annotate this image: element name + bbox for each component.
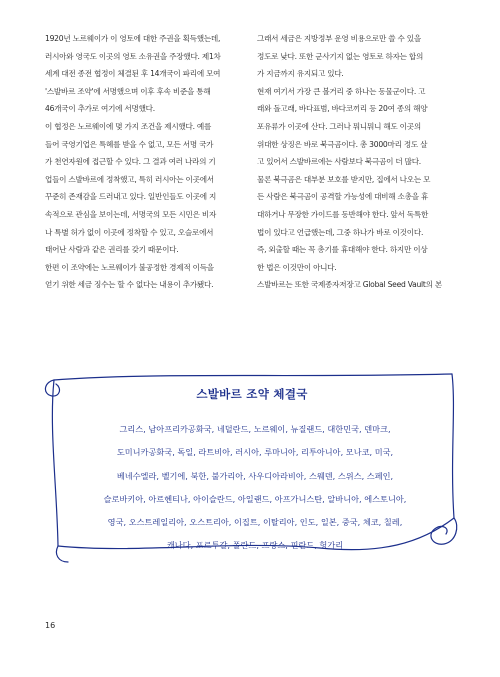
text-line: 가 지금까지 유지되고 있다. <box>257 69 344 79</box>
box-title: 스발바르 조약 체결국 <box>196 387 308 401</box>
text-line: 고 있어서 스발바르에는 사람보다 북극곰이 더 많다. <box>257 157 421 167</box>
text-line: 업들이 스발바르에 정착했고, 특히 러시아는 이곳에서 <box>45 174 214 184</box>
text-line: '스발바르 조약'에 서명했으며 이후 후속 비준을 통해 <box>45 86 211 96</box>
text-line: 나 특별 허가 없이 이곳에 정착할 수 있고, 오슬로에서 <box>45 227 214 237</box>
text-line: 래와 돌고래, 바다표범, 바다코끼리 등 20여 종의 해양 <box>257 104 428 114</box>
list-line: 캐나다, 포르투갈, 폴란드, 프랑스, 핀란드, 헝가리 <box>166 540 344 551</box>
text-line: 꾸준히 존재감을 드러내고 있다. 일반인들도 이곳에 지 <box>45 192 217 202</box>
text-line: 든 사람은 북극곰이 공격할 가능성에 대비해 소총을 휴 <box>257 192 429 202</box>
text-line: 즉, 외출할 때는 꼭 총기를 휴대해야 한다. 하지만 이상 <box>257 245 428 255</box>
list-line: 그리스, 남아프리카공화국, 네덜란드, 노르웨이, 뉴질랜드, 대한민국, 덴마크, <box>119 424 391 434</box>
text-line: 포유류가 이곳에 산다. 그러나 뭐니뭐니 해도 이곳의 <box>257 121 421 131</box>
text-line: 현재 여기서 가장 큰 볼거리 중 하나는 동물군이다. 고 <box>257 86 426 96</box>
text-line: 한 법은 이것만이 아니다. <box>257 262 337 272</box>
text-line: 위대한 상징은 바로 북극곰이다. 총 3000마리 정도 살 <box>257 139 428 149</box>
text-line: 대하거나 무장한 가이드를 동반해야 한다. 앞서 독특한 <box>257 209 429 219</box>
list-line: 도미니카공화국, 독일, 라트비아, 러시아, 루마니아, 리투아니아, 모나코, 미국, <box>116 447 394 458</box>
text-line: 가 천연자원에 접근할 수 있다. 그 결과 여러 나라의 기 <box>45 157 216 167</box>
text-line: 속적으로 관심을 보이는데, 서명국의 모든 시민은 비자 <box>45 209 217 219</box>
text-line: 한편 이 조약에는 노르웨이가 불공정한 경제적 이득을 <box>45 262 214 272</box>
text-line: 얻기 위한 세금 징수는 할 수 없다는 내용이 추가됐다. <box>45 280 214 290</box>
text-line: 물론 북극곰은 대부분 보호를 받지만, 집에서 나오는 모 <box>257 174 431 184</box>
text-line: 스발바르는 또한 국제종자저장고 Global Seed Vault의 본 <box>257 280 442 290</box>
text-line: 태어난 사람과 같은 권리를 갖기 때문이다. <box>45 245 179 255</box>
text-line: 법이 있다고 언급했는데, 그중 하나가 바로 이것이다. <box>257 227 424 237</box>
text-line: 46개국이 추가로 여기에 서명했다. <box>45 104 155 114</box>
signatory-list <box>80 418 430 558</box>
left-text-column <box>45 30 242 294</box>
text-line: 이 협정은 노르웨이에 몇 가지 조건을 제시했다. 예를 <box>45 121 212 131</box>
list-line: 베네수엘라, 벨기에, 북한, 불가리아, 사우디아라비아, 스웨덴, 스위스, 스페인, <box>116 470 394 481</box>
text-line: 러시아와 영국도 이곳의 영토 소유권을 주장했다. 제1차 <box>45 51 221 61</box>
text-line: 그래서 세금은 지방정부 운영 비용으로만 쓸 수 있을 <box>257 34 421 43</box>
page-number: 16 <box>45 621 56 630</box>
list-line: 영국, 오스트레일리아, 오스트리아, 이집트, 이탈리아, 인도, 일본, 중국, 체코, 칠레, <box>107 517 403 528</box>
signatory-box <box>40 368 464 568</box>
list-line: 슬로바키아, 아르헨티나, 아이슬란드, 아일랜드, 아프가니스탄, 알바니아, 에스토니아, <box>103 493 407 504</box>
text-line: 세계 대전 종전 협정이 체결된 후 14개국이 파리에 모여 <box>45 69 221 79</box>
text-line: 1920년 노르웨이가 이 영토에 대한 주권을 획득했는데, <box>45 34 221 43</box>
text-line: 정도로 낮다. 또한 군사기지 없는 영토로 하자는 합의 <box>257 51 424 61</box>
right-text-column <box>257 30 459 294</box>
text-line: 들어 국영기업은 특혜를 받을 수 없고, 모든 서명 국가 <box>45 139 214 149</box>
